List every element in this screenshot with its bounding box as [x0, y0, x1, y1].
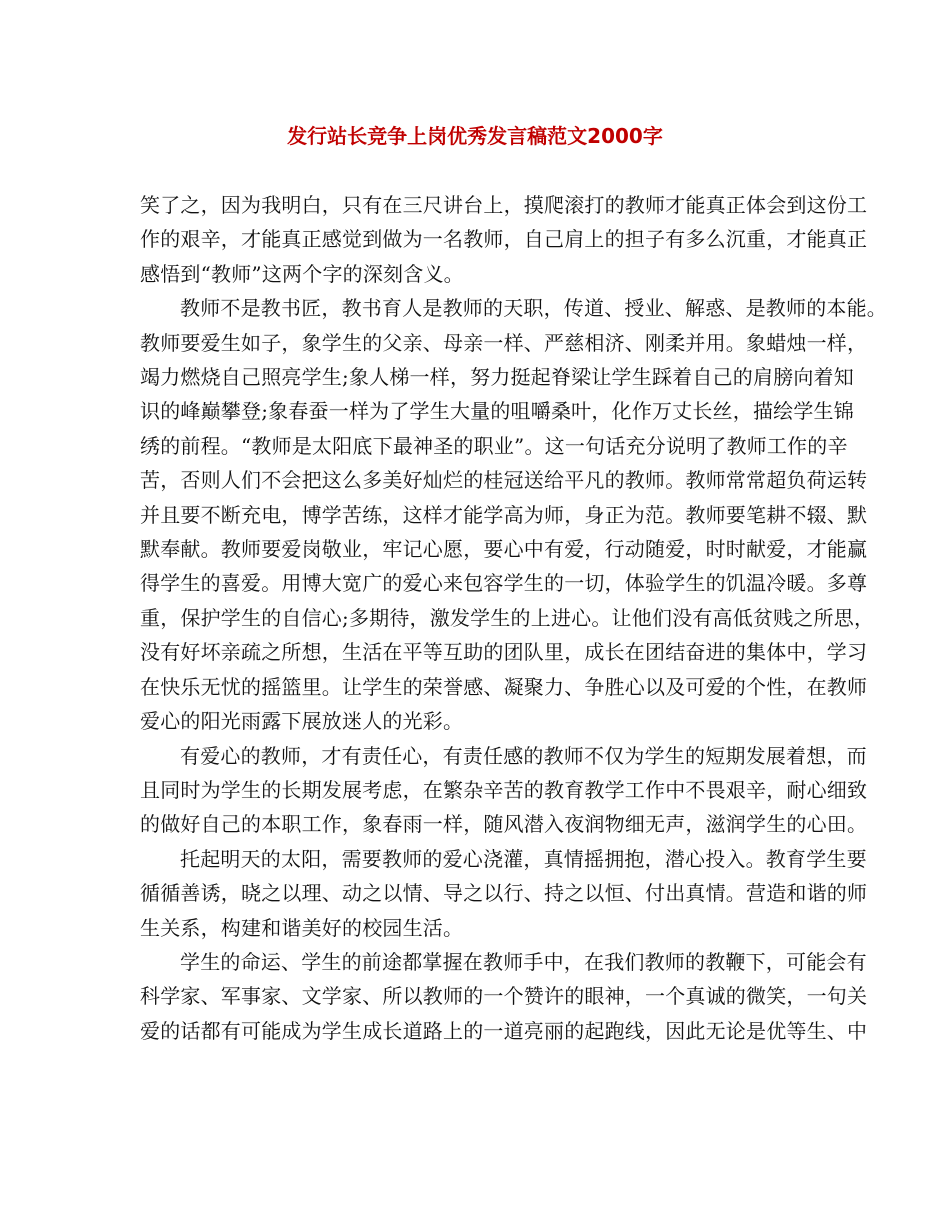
text-line: 托起明天的太阳，需要教师的爱心浇灌，真情摇拥抱，潜心投入。教育学生要 — [180, 846, 867, 871]
text-line: 且同时为学生的长期发展考虑，在繁杂辛苦的教育教学工作中不畏艰辛，耐心细致 — [140, 777, 868, 802]
text-line: 科学家、军事家、文学家、所以教师的一个赞许的眼神，一个真诚的微笑，一句关 — [140, 984, 868, 1009]
text-line: 竭力燃烧自己照亮学生;象人梯一样，努力挺起脊梁让学生踩着自己的肩膀向着知 — [140, 365, 854, 390]
text-line: 在快乐无忧的摇篮里。让学生的荣誉感、凝聚力、争胜心以及可爱的个性，在教师 — [140, 674, 868, 699]
text-line: 有爱心的教师，才有责任心，有责任感的教师不仅为学生的短期发展着想，而 — [180, 743, 867, 768]
text-line: 重，保护学生的自信心;多期待，激发学生的上进心。让他们没有高低贫贱之所思， — [140, 605, 875, 630]
document-title: 发行站长竞争上岗优秀发言稿范文2000字 — [287, 124, 663, 148]
text-line: 的做好自己的本职工作，象春雨一样，随风潜入夜润物细无声，滋润学生的心田。 — [140, 812, 868, 837]
text-line: 没有好坏亲疏之所想，生活在平等互助的团队里，成长在团结奋进的集体中，学习 — [140, 640, 868, 665]
text-line: 循循善诱，晓之以理、动之以情、导之以行、持之以恒、付出真情。营造和谐的师 — [140, 881, 868, 906]
text-line: 学生的命运、学生的前途都掌握在教师手中，在我们教师的教鞭下，可能会有 — [180, 949, 867, 974]
text-line: 绣的前程。“教师是太阳底下最神圣的职业”。这一句话充分说明了教师工作的辛 — [140, 433, 848, 458]
text-line: 默奉献。教师要爱岗敬业，牢记心愿，要心中有爱，行动随爱，时时献爱，才能赢 — [140, 537, 868, 562]
text-line: 教师不是教书匠，教书育人是教师的天职，传道、授业、解惑、是教师的本能。 — [180, 296, 887, 321]
paragraph — [140, 291, 887, 738]
text-line: 作的艰辛，才能真正感觉到做为一名教师，自己肩上的担子有多么沉重，才能真正 — [140, 227, 868, 252]
text-line: 感悟到“教师”这两个字的深刻含义。 — [140, 261, 464, 286]
paragraph — [140, 739, 868, 842]
text-line: 苦，否则人们不会把这么多美好灿烂的桂冠送给平凡的教师。教师常常超负荷运转 — [140, 468, 868, 493]
text-line: 教师要爱生如子，象学生的父亲、母亲一样、严慈相济、刚柔并用。象蜡烛一样， — [140, 330, 868, 355]
text-line: 识的峰巅攀登;象春蚕一样为了学生大量的咀嚼桑叶，化作万丈长丝，描绘学生锦 — [140, 399, 854, 424]
paragraph — [140, 842, 868, 945]
text-line: 并且要不断充电，博学苦练，这样才能学高为师，身正为范。教师要笔耕不辍、默 — [140, 502, 868, 527]
paragraph — [140, 188, 868, 291]
document-body — [140, 188, 887, 1048]
text-line: 得学生的喜爱。用博大宽广的爱心来包容学生的一切，体验学生的饥温冷暖。多尊 — [140, 571, 868, 596]
text-line: 爱心的阳光雨露下展放迷人的光彩。 — [140, 709, 464, 734]
text-line: 爱的话都有可能成为学生成长道路上的一道亮丽的起跑线，因此无论是优等生、中 — [140, 1018, 868, 1043]
paragraph — [140, 945, 868, 1048]
text-line: 生关系，构建和谐美好的校园生活。 — [140, 915, 464, 940]
text-line: 笑了之，因为我明白，只有在三尺讲台上，摸爬滚打的教师才能真正体会到这份工 — [140, 193, 868, 217]
